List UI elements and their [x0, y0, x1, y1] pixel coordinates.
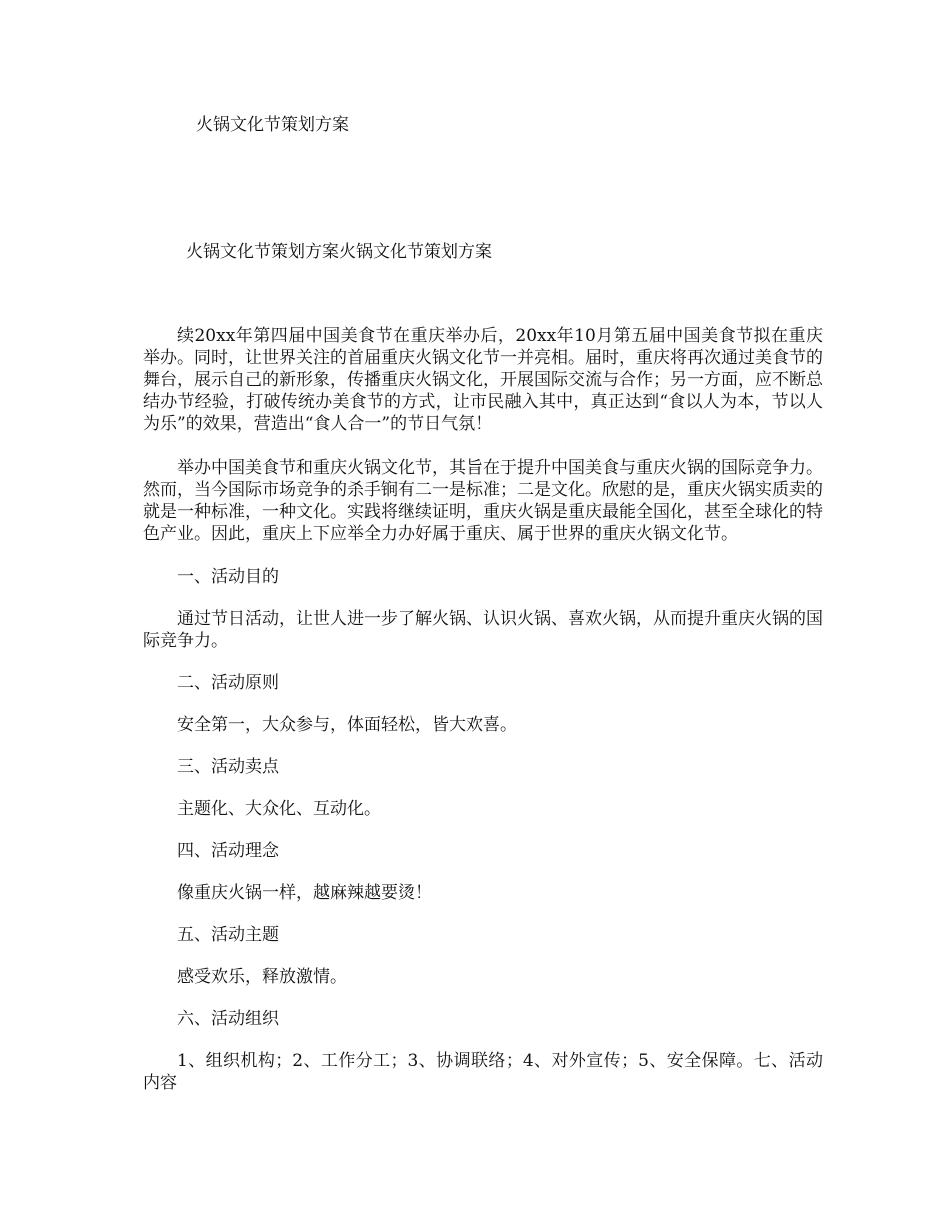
section-heading-goal: 一、活动目的 [177, 567, 279, 587]
document-title: 火锅文化节策划方案 [196, 115, 349, 135]
document-body [143, 325, 823, 1114]
paragraph-theme: 感受欢乐，释放激情。 [177, 967, 347, 987]
paragraph-concept: 像重庆火锅一样，越麻辣越要烫！ [177, 883, 432, 903]
paragraph-principle: 安全第一，大众参与，体面轻松，皆大欢喜。 [177, 715, 517, 735]
document-subtitle: 火锅文化节策划方案火锅文化节策划方案 [186, 242, 492, 262]
section-heading-selling-point: 三、活动卖点 [177, 757, 279, 777]
paragraph-goal: 通过节日活动，让世人进一步了解火锅、认识火锅、喜欢火锅，从而提升重庆火锅的国际竞争力。 [143, 609, 823, 651]
section-heading-theme: 五、活动主题 [177, 925, 279, 945]
section-heading-principle: 二、活动原则 [177, 673, 279, 693]
paragraph-purpose-overview: 举办中国美食节和重庆火锅文化节，其旨在于提升中国美食与重庆火锅的国际竞争力。然而，当今国际市场竞争的杀手锏有二一是标准；二是文化。欣慰的是，重庆火锅实质卖的就是一种标准，一种文化。实践将继续证明，重庆火锅是重庆最能全国化，甚至全球化的特色产业。因此，重庆上下应举全力办好属于重庆、属于世界的重庆火锅文化节。 [143, 458, 823, 544]
section-heading-concept: 四、活动理念 [177, 841, 279, 861]
paragraph-intro: 续20xx年第四届中国美食节在重庆举办后，20xx年10月第五届中国美食节拟在重庆举办。同时，让世界关注的首届重庆火锅文化节一并亮相。届时，重庆将再次通过美食节的舞台，展示自己的新形象，传播重庆火锅文化，开展国际交流与合作；另一方面，应不断总结办节经验，打破传统办美食节的方式，让市民融入其中，真正达到“食以人为本，节以人为乐”的效果，营造出“食人合一”的节日气氛！ [143, 326, 823, 434]
paragraph-selling-point: 主题化、大众化、互动化。 [177, 799, 381, 819]
section-heading-organization: 六、活动组织 [177, 1009, 279, 1029]
paragraph-organization: 1、组织机构；2、工作分工；3、协调联络；4、对外宣传；5、安全保障。七、活动内容 [143, 1051, 823, 1093]
